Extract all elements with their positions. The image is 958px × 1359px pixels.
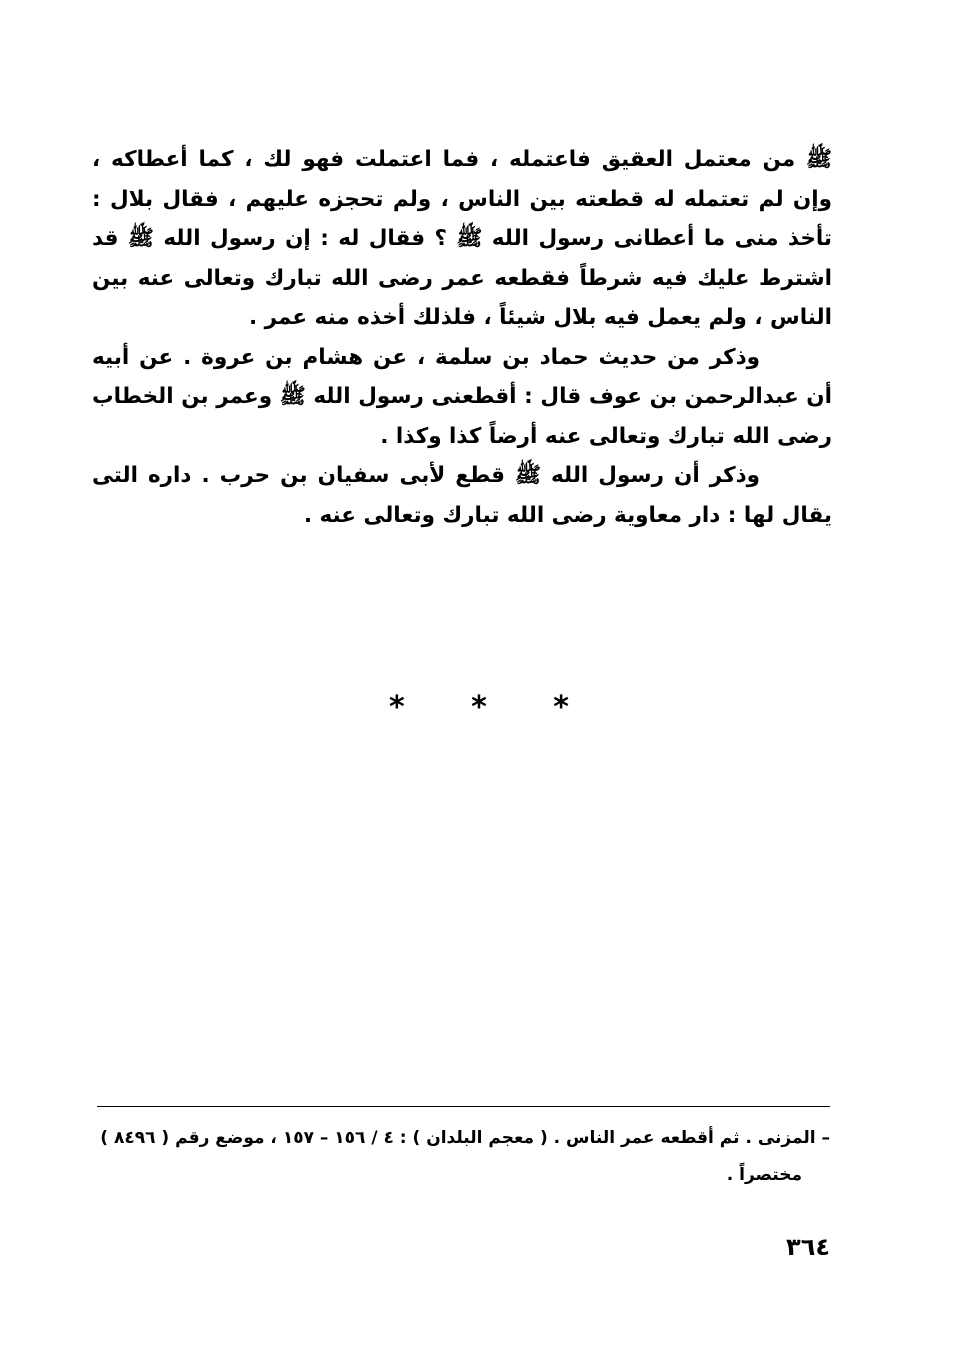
page-number: ٣٦٤ — [786, 1233, 830, 1261]
separator-asterisk: * — [388, 690, 405, 725]
paragraph-3: وذكر أن رسول الله ﷺ قطع لأبى سفيان بن حرب . داره التى يقال لها : دار معاوية رضى الله تبارك وتعالى عنه . — [92, 463, 832, 528]
footnote-line-2: مختصراً . — [726, 1165, 802, 1185]
separator-asterisk: * — [471, 690, 487, 725]
paragraph-2: وذكر من حديث حماد بن سلمة ، عن هشام بن عروة . عن أبيه أن عبدالرحمن بن عوف قال : أقطعنى رسول الله ﷺ وعمر بن الخطاب رضى الله تبارك وتعالى عنه أرضاً كذا وكذا . — [92, 344, 832, 449]
separator-asterisk: * — [553, 690, 569, 725]
main-text — [92, 140, 832, 535]
section-separator — [0, 690, 958, 725]
footnote-line-1: – المزنى . ثم أقطعه عمر الناس . ( معجم البلدان ) : ٤ / ١٥٦ – ١٥٧ ، موضع رقم ( ٨٤٩٦ ) — [100, 1128, 830, 1148]
paragraph-1: ﷺ من معتمل العقيق فاعتمله ، فما اعتملت فهو لك ، كما أعطاكه ، وإن لم تعتمله له قطعته بين الناس ، ولم تحجزه عليهم ، فقال بلال : تأخذ منى ما أعطانى رسول الله ﷺ ؟ فقال له : إن رسول الله ﷺ قد اشترط عليك فيه شرطاً فقطعه عمر رضى الله تبارك وتعالى عنه بين الناس ، ولم يعمل فيه بلال شيئاً ، فلذلك أخذه منه عمر . — [92, 147, 832, 330]
footnote — [92, 1120, 830, 1194]
footnote-divider — [97, 1106, 830, 1107]
